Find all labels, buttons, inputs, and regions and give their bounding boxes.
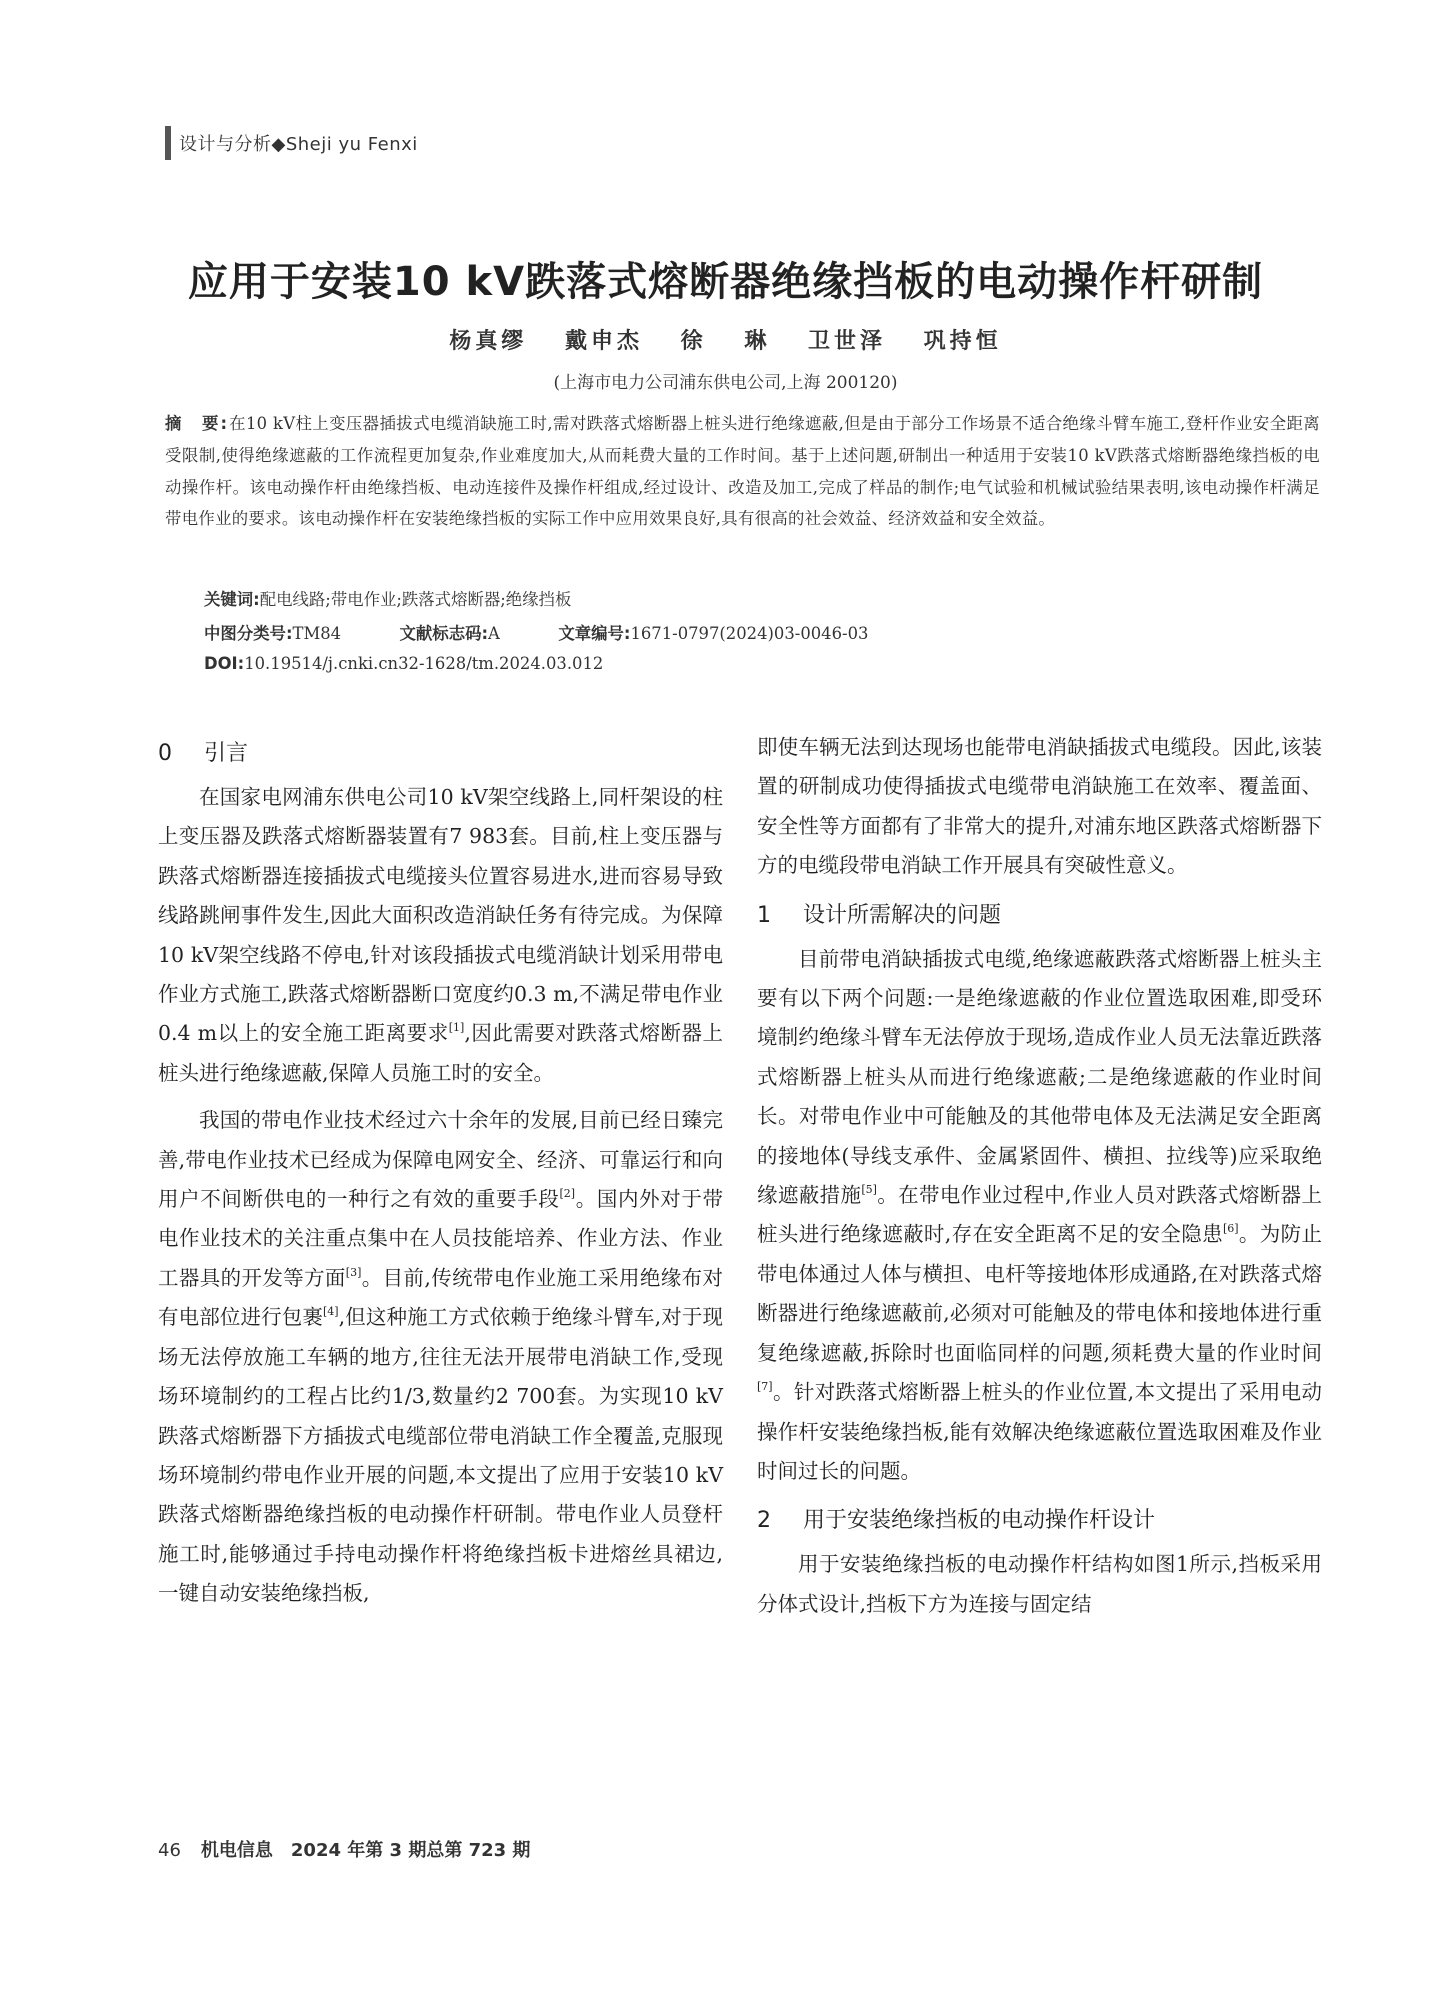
header-bar: [165, 126, 171, 160]
citation[interactable]: [5]: [861, 1183, 877, 1197]
page-number: 46: [158, 1840, 181, 1861]
paragraph: 在国家电网浦东供电公司10 kV架空线路上,同杆架设的柱上变压器及跌落式熔断器装置有7 983套。目前,柱上变压器与跌落式熔断器连接插拔式电缆接头位置容易进水,进而容易导致线路跳闸事件发生,因此大面积改造消缺任务有待完成。为保障10 kV架空线路不停电,针对该段插拔式电缆消缺计划采用带电作业方式施工,跌落式熔断器断口宽度约0.3 m,不满足带电作业0.4 m以上的安全施工距离要求[1],因此需要对跌落式熔断器上桩头进行绝缘遮蔽,保障人员施工时的安全。: [158, 785, 724, 1085]
section-label: 设计与分析◆Sheji yu Fenxi: [179, 134, 418, 155]
abstract-text: 在10 kV柱上变压器插拔式电缆消缺施工时,需对跌落式熔断器上桩头进行绝缘遮蔽,但是由于部分工作场景不适合绝缘斗臂车施工,登杆作业安全距离受限制,使得绝缘遮蔽的工作流程更加复杂,作业难度加大,从而耗费大量的工作时间。基于上述问题,研制出一种适用于安装10 kV跌落式熔断器绝缘挡板的电动操作杆。该电动操作杆由绝缘挡板、电动连接件及操作杆组成,经过设计、改造及加工,完成了样品的制作;电气试验和机械试验结果表明,该电动操作杆满足带电作业的要求。该电动操作杆在安装绝缘挡板的实际工作中应用效果良好,具有很高的社会效益、经济效益和安全效益。: [165, 414, 1320, 529]
page-footer: [158, 1836, 530, 1862]
section-number: 1: [757, 902, 771, 928]
abstract: [165, 408, 1320, 535]
left-column: [158, 732, 723, 1622]
paragraph: 即使车辆无法到达现场也能带电消缺插拔式电缆段。因此,该装置的研制成功使得插拔式电缆带电消缺施工在效率、覆盖面、安全性等方面都有了非常大的提升,对浦东地区跌落式熔断器下方的电缆段带电消缺工作开展具有突破性意义。: [757, 735, 1322, 878]
citation[interactable]: [4]: [323, 1305, 339, 1319]
section-heading-1: [757, 894, 1322, 938]
section-number: 2: [757, 1508, 771, 1534]
citation[interactable]: [3]: [345, 1265, 362, 1279]
paragraph: 用于安装绝缘挡板的电动操作杆结构如图1所示,挡板采用分体式设计,挡板下方为连接与固定结: [757, 1552, 1322, 1616]
citation[interactable]: [6]: [1222, 1222, 1239, 1236]
clc-label: 中图分类号:: [204, 624, 293, 643]
section-title: 引言: [204, 741, 249, 766]
section-title: 用于安装绝缘挡板的电动操作杆设计: [803, 1508, 1156, 1534]
doi: [204, 654, 603, 673]
doc-code-value: A: [488, 624, 500, 643]
keywords: [204, 586, 571, 610]
authors: 杨真缪 戴申杰 徐 琳 卫世泽 巩持恒: [449, 328, 1002, 354]
journal-info: 机电信息 2024 年第 3 期总第 723 期: [200, 1840, 531, 1861]
citation[interactable]: [2]: [559, 1187, 576, 1201]
affiliation: (上海市电力公司浦东供电公司,上海 200120): [553, 373, 898, 393]
doc-code-label: 文献标志码:: [399, 624, 489, 643]
right-column: [757, 728, 1322, 1632]
paragraph: 目前带电消缺插拔式电缆,绝缘遮蔽跌落式熔断器上桩头主要有以下两个问题:一是绝缘遮蔽的作业位置选取困难,即受环境制约绝缘斗臂车无法停放于现场,造成作业人员无法靠近跌落式熔断器上桩头从而进行绝缘遮蔽;二是绝缘遮蔽的作业时间长。对带电作业中可能触及的其他带电体及无法满足安全距离的接地体(导线支承件、金属紧固件、横担、拉线等)应采取绝缘遮蔽措施[5]。在带电作业过程中,作业人员对跌落式熔断器上桩头进行绝缘遮蔽时,存在安全距离不足的安全隐患[6]。为防止带电体通过人体与横担、电杆等接地体形成通路,在对跌落式熔断器进行绝缘遮蔽前,必须对可能触及的带电体和接地体进行重复绝缘遮蔽,拆除时也面临同样的问题,须耗费大量的作业时间[7]。针对跌落式熔断器上桩头的作业位置,本文提出了采用电动操作杆安装绝缘挡板,能有效解决绝缘遮蔽位置选取困难及作业时间过长的问题。: [757, 946, 1323, 1483]
citation[interactable]: [7]: [757, 1380, 773, 1394]
keywords-text: 配电线路;带电作业;跌落式熔断器;绝缘挡板: [259, 590, 572, 609]
clc-value: TM84: [292, 624, 342, 643]
section-heading-2: [757, 1499, 1322, 1543]
citation[interactable]: [1]: [448, 1021, 465, 1035]
paper-title: 应用于安装10 kV跌落式熔断器绝缘挡板的电动操作杆研制: [187, 259, 1264, 305]
classification: [204, 620, 868, 644]
running-header: [165, 126, 418, 160]
keywords-label: 关键词:: [204, 590, 260, 609]
paragraph: 我国的带电作业技术经过六十余年的发展,目前已经日臻完善,带电作业技术已经成为保障电网安全、经济、可靠运行和向用户不间断供电的一种行之有效的重要手段[2]。国内外对于带电作业技术的关注重点集中在人员技能培养、作业方法、作业工器具的开发等方面[3]。目前,传统带电作业施工采用绝缘布对有电部位进行包裹[4],但这种施工方式依赖于绝缘斗臂车,对于现场无法停放施工车辆的地方,往往无法开展带电消缺工作,受现场环境制约的工程占比约1/3,数量约2 700套。为实现10 kV跌落式熔断器下方插拔式电缆部位带电消缺工作全覆盖,克服现场环境制约带电作业开展的问题,本文提出了应用于安装10 kV跌落式熔断器绝缘挡板的电动操作杆研制。带电作业人员登杆施工时,能够通过手持电动操作杆将绝缘挡板卡进熔丝具裙边,一键自动安装绝缘挡板,: [158, 1108, 724, 1606]
section-heading-0: [158, 732, 723, 776]
doi-label: DOI:: [204, 654, 245, 673]
doi-value: 10.19514/j.cnki.cn32-1628/tm.2024.03.012: [244, 654, 604, 673]
abstract-label: 摘 要:: [165, 414, 230, 433]
section-title: 设计所需解决的问题: [803, 902, 1002, 928]
section-number: 0: [158, 741, 172, 766]
article-number-label: 文章编号:: [558, 624, 631, 643]
article-number-value: 1671-0797(2024)03-0046-03: [630, 624, 869, 643]
